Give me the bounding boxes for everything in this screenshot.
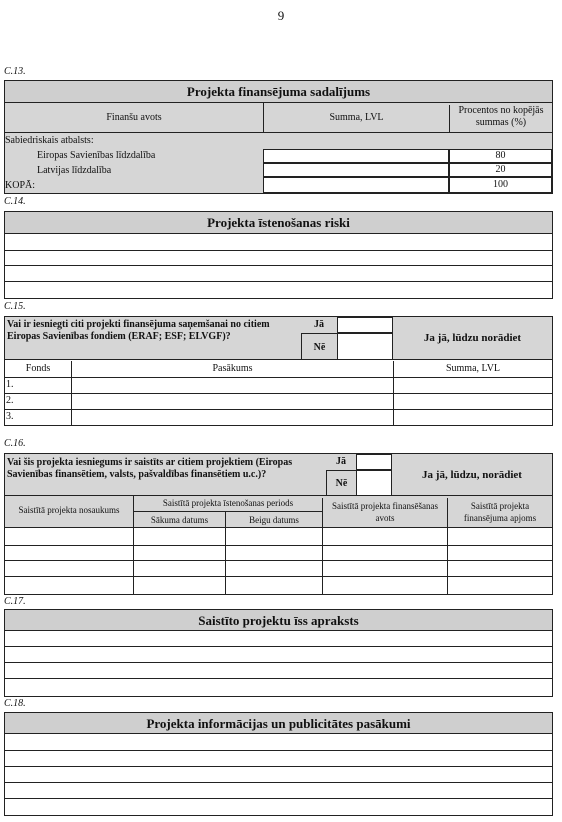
financing-title: Projekta finansējuma sadalījums bbox=[5, 81, 552, 103]
col-period: Saistītā projekta īstenošanas periods bbox=[133, 496, 322, 512]
text-line bbox=[5, 646, 552, 647]
related-description-table bbox=[4, 609, 553, 697]
text-line bbox=[5, 766, 552, 767]
risks-row-line bbox=[5, 281, 552, 282]
row-number: 2. bbox=[6, 395, 14, 406]
table-row bbox=[5, 576, 552, 577]
col-sum: Summa, LVL bbox=[263, 103, 449, 133]
row-number: 3. bbox=[6, 411, 14, 422]
related-projects-table bbox=[4, 453, 553, 595]
table-row bbox=[5, 545, 552, 546]
no-label: Nē bbox=[326, 470, 356, 496]
divider bbox=[225, 528, 226, 594]
divider bbox=[447, 528, 448, 594]
col-fund-sum: Summa, LVL bbox=[393, 361, 552, 377]
text-line bbox=[5, 662, 552, 663]
public-support-label: Sabiedriskais atbalsts: bbox=[5, 135, 94, 146]
no-checkbox[interactable] bbox=[356, 470, 392, 496]
text-line bbox=[5, 782, 552, 783]
related-description-title: Saistīto projektu īss apraksts bbox=[5, 610, 552, 631]
section-label-c15: C.15. bbox=[4, 301, 26, 312]
col-related-name: Saistītā projekta nosaukums bbox=[18, 505, 120, 515]
no-label: Nē bbox=[301, 333, 337, 360]
text-line bbox=[5, 678, 552, 679]
table-row bbox=[5, 560, 552, 561]
section-label-c17: C.17. bbox=[4, 596, 26, 607]
col-percent: Procentos no kopējās summas (%) bbox=[449, 105, 552, 133]
eu-sum-field[interactable] bbox=[263, 149, 449, 163]
section-label-c14: C.14. bbox=[4, 196, 26, 207]
risks-row-line bbox=[5, 265, 552, 266]
other-funds-question: Vai ir iesniegti citi projekti finansējuma saņemšanai no citiem Eiropas Savienības fondiem (ERAF; ESF; ELVGF)? bbox=[7, 319, 270, 342]
row-number: 1. bbox=[6, 379, 14, 390]
risks-table bbox=[4, 211, 553, 299]
page-number: 9 bbox=[277, 8, 285, 23]
lv-sum-field[interactable] bbox=[263, 163, 449, 177]
other-funds-table bbox=[4, 316, 553, 426]
yes-label: Jā bbox=[336, 456, 346, 467]
table-row bbox=[5, 393, 552, 394]
eu-participation-label: Eiropas Savienības līdzdalība bbox=[37, 150, 156, 161]
section-label-c16: C.16. bbox=[4, 438, 26, 449]
financing-table bbox=[4, 80, 553, 194]
col-fund: Fonds bbox=[25, 363, 51, 374]
col-related-amount: Saistītā projekta finansējuma apjoms bbox=[447, 498, 552, 528]
publicity-title: Projekta informācijas un publicitātes pasākumi bbox=[5, 713, 552, 734]
other-funds-if-yes: Ja jā, lūdzu norādiet bbox=[423, 332, 522, 344]
lv-participation-label: Latvijas līdzdalība bbox=[37, 165, 112, 176]
yes-checkbox[interactable] bbox=[337, 317, 393, 333]
section-label-c13: C.13. bbox=[4, 66, 26, 77]
table-row bbox=[5, 377, 552, 378]
yes-checkbox[interactable] bbox=[356, 454, 392, 470]
col-source: Finanšu avots bbox=[106, 112, 162, 123]
risks-title: Projekta īstenošanas riski bbox=[5, 212, 552, 234]
col-end-date: Beigu datums bbox=[225, 512, 322, 528]
total-percent: 100 bbox=[449, 177, 552, 193]
section-label-c18: C.18. bbox=[4, 698, 26, 709]
divider bbox=[393, 377, 394, 425]
divider bbox=[71, 377, 72, 425]
table-row bbox=[5, 409, 552, 410]
eu-percent: 80 bbox=[449, 149, 552, 163]
no-checkbox[interactable] bbox=[337, 333, 393, 360]
divider bbox=[322, 528, 323, 594]
related-if-yes: Ja jā, lūdzu, norādiet bbox=[422, 469, 522, 481]
divider bbox=[133, 528, 134, 594]
related-question: Vai šis projekta iesniegums ir saistīts ar citiem projektiem (Eiropas Savienības finansētiem, valsts, pašvaldības finansētiem u.c.)? bbox=[7, 457, 293, 480]
risks-row-line bbox=[5, 250, 552, 251]
col-related-source: Saistītā projekta finansēšanas avots bbox=[322, 498, 447, 528]
publicity-table bbox=[4, 712, 553, 816]
col-activity: Pasākums bbox=[71, 361, 393, 377]
total-sum-field[interactable] bbox=[263, 177, 449, 193]
col-start-date: Sākuma datums bbox=[133, 512, 225, 528]
text-line bbox=[5, 798, 552, 799]
yes-label: Jā bbox=[314, 319, 324, 330]
text-line bbox=[5, 750, 552, 751]
total-label: KOPĀ: bbox=[5, 180, 36, 191]
lv-percent: 20 bbox=[449, 163, 552, 177]
